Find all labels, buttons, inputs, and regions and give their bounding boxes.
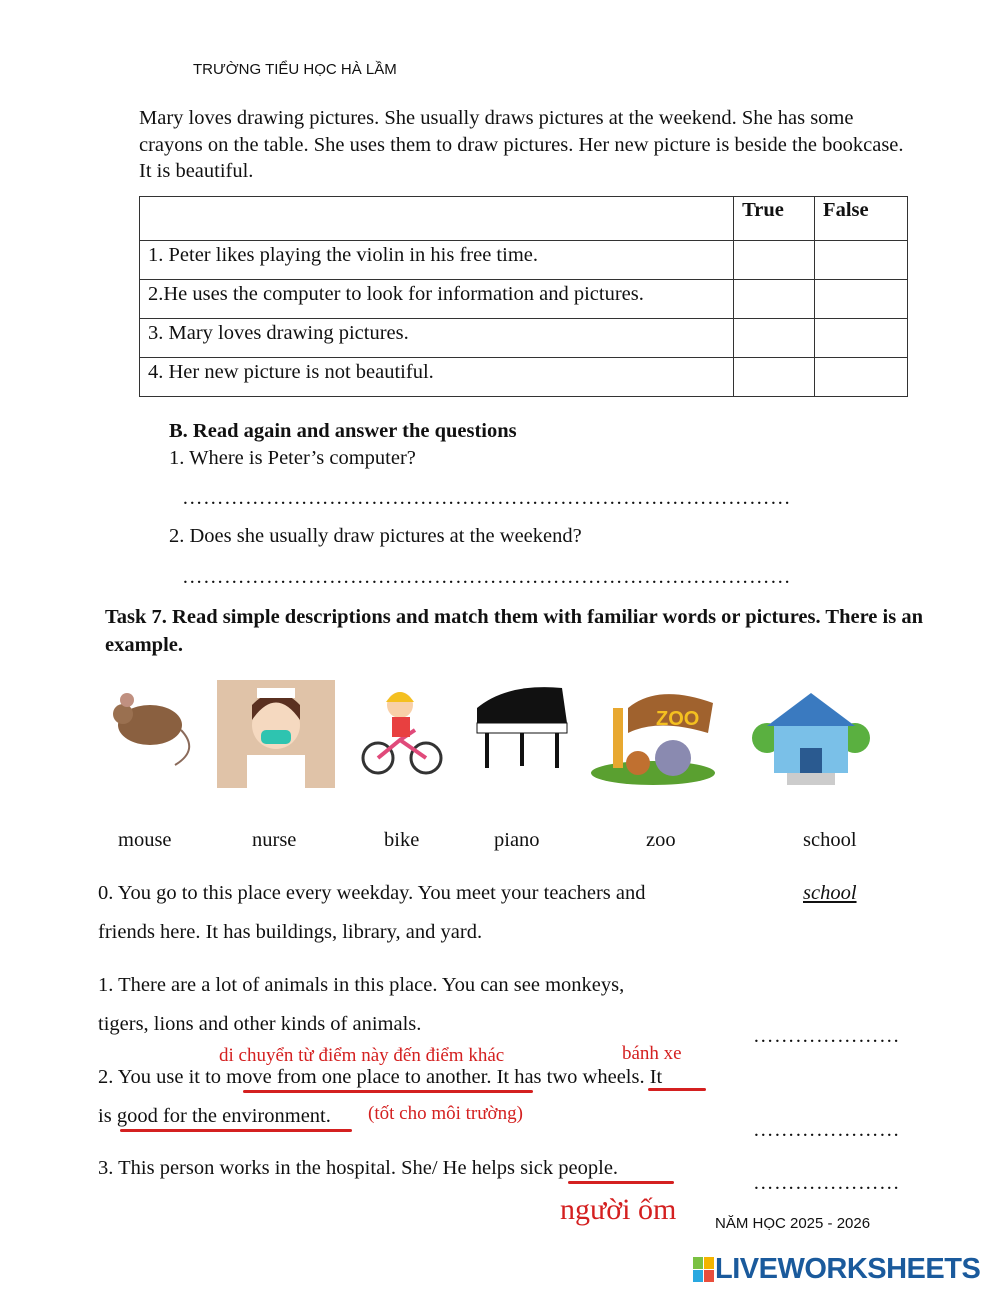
false-cell[interactable]: [815, 358, 908, 397]
reading-passage: Mary loves drawing pictures. She usually draws pictures at the weekend. She has some crayons on the table. She uses them to draw pictures. Her new picture is beside the bookcase. It is beautiful.: [139, 107, 904, 182]
answer-field-2[interactable]: ……………………………………………………………………………: [182, 566, 791, 588]
nurse-picture: [217, 680, 335, 788]
q3-text: .: [612, 1157, 619, 1179]
bike-picture: [360, 680, 445, 780]
true-false-table: [139, 196, 908, 397]
q2-phrase-move: move from one place to another: [226, 1066, 487, 1088]
statement: 4. Her new picture is not beautiful.: [140, 358, 734, 397]
true-cell[interactable]: [734, 358, 815, 397]
task7-title: Task 7. Read simple descriptions and match them with familiar words or pictures. There is an example.: [105, 606, 923, 656]
q3-text: 3. This person works in the hospital. She/ He helps: [98, 1157, 521, 1179]
note-move: di chuyển từ điểm này đến điểm khác: [219, 1045, 505, 1066]
logo-text: LIVEWORKSHEETS: [715, 1253, 981, 1285]
q3-line: [98, 1157, 618, 1180]
section-b-title: B. Read again and answer the questions: [169, 420, 517, 442]
q2-line-1: [98, 1066, 662, 1089]
q2-text: .: [325, 1105, 331, 1127]
underline-move: [243, 1090, 533, 1093]
logo-icon: [693, 1257, 715, 1283]
question-2: 2. Does she usually draw pictures at the weekend?: [169, 525, 582, 547]
example-answer: school: [803, 882, 857, 904]
q1-line-1: 1. There are a lot of animals in this place. You can see monkeys,: [98, 974, 625, 996]
word-bike: bike: [384, 829, 420, 851]
true-cell[interactable]: [734, 319, 815, 358]
underline-wheels: [648, 1088, 706, 1091]
q2-text: 2. You use it to: [98, 1066, 227, 1088]
false-cell[interactable]: [815, 280, 908, 319]
q2-text: is: [98, 1105, 117, 1127]
answer-field-q2[interactable]: …………………: [753, 1119, 900, 1141]
question-1: 1. Where is Peter’s computer?: [169, 447, 416, 469]
statement: 2.He uses the computer to look for information and pictures.: [140, 280, 734, 319]
header-blank: [140, 197, 734, 241]
note-wheels: bánh xe: [622, 1043, 682, 1064]
word-piano: piano: [494, 829, 540, 851]
answer-field-1[interactable]: ……………………………………………………………………………: [182, 487, 791, 509]
answer-field-q1[interactable]: …………………: [753, 1025, 900, 1047]
word-school: school: [803, 829, 857, 851]
true-cell[interactable]: [734, 280, 815, 319]
piano-picture: [467, 678, 572, 776]
word-nurse: nurse: [252, 829, 297, 851]
note-environment: (tốt cho môi trường): [368, 1103, 523, 1124]
note-sick: người ốm: [560, 1193, 677, 1226]
example-line-1: 0. You go to this place every weekday. You meet your teachers and: [98, 882, 646, 904]
header-false: False: [815, 197, 908, 241]
header-true: True: [734, 197, 815, 241]
answer-field-q3[interactable]: …………………: [753, 1172, 900, 1194]
table-row: [140, 358, 908, 397]
true-cell[interactable]: [734, 241, 815, 280]
q2-phrase-environment: good for the environment: [116, 1105, 326, 1127]
mouse-picture: [105, 680, 200, 770]
false-cell[interactable]: [815, 241, 908, 280]
liveworksheets-logo: [693, 1253, 980, 1286]
q2-line-2: [98, 1105, 331, 1128]
zoo-picture: [588, 678, 723, 788]
example-line-2: friends here. It has buildings, library, and yard.: [98, 921, 483, 943]
word-mouse: mouse: [118, 829, 172, 851]
school-picture: [752, 678, 870, 793]
q2-text: . It: [639, 1066, 663, 1088]
statement: 3. Mary loves drawing pictures.: [140, 319, 734, 358]
school-year: NĂM HỌC 2025 - 2026: [715, 1215, 871, 1232]
underline-sick: [568, 1181, 674, 1184]
q3-phrase-sick: sick people: [520, 1157, 613, 1179]
q1-line-2: tigers, lions and other kinds of animals.: [98, 1013, 422, 1035]
q2-text: . It has two: [486, 1066, 583, 1088]
word-zoo: zoo: [646, 829, 676, 851]
school-name: TRƯỜNG TIỂU HỌC HÀ LẦM: [193, 61, 397, 78]
table-row: [140, 280, 908, 319]
table-row: [140, 241, 908, 280]
svg-text:ZOO: ZOO: [656, 708, 700, 730]
statement: 1. Peter likes playing the violin in his free time.: [140, 241, 734, 280]
false-cell[interactable]: [815, 319, 908, 358]
q2-phrase-wheels: wheels: [582, 1066, 640, 1088]
table-row: [140, 319, 908, 358]
underline-environment: [120, 1129, 352, 1132]
